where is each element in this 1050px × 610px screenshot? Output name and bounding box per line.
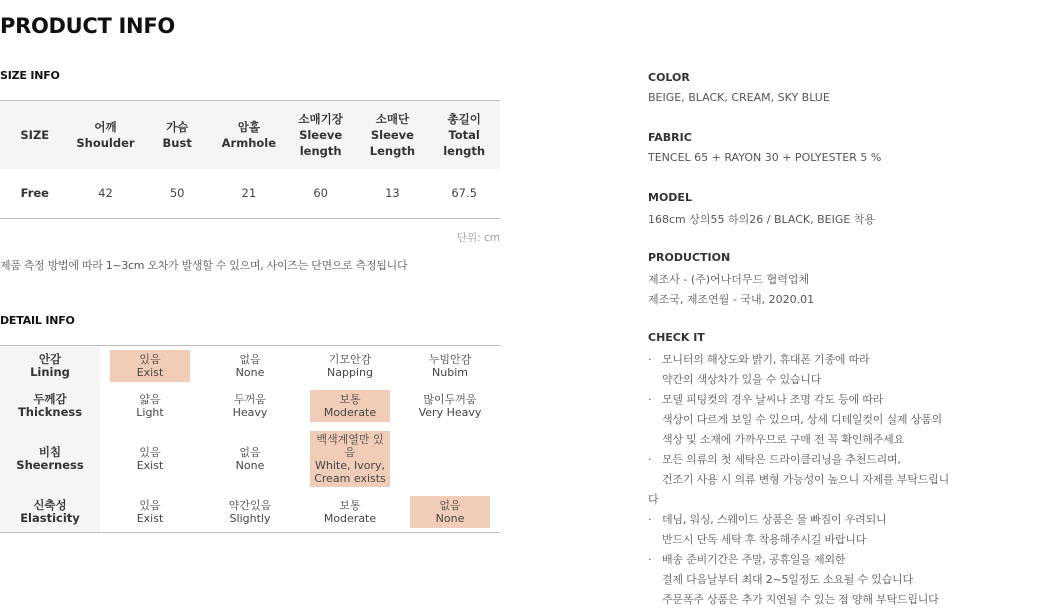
check-line <box>648 370 948 390</box>
fabric-label: FABRIC <box>648 131 692 144</box>
header-size: SIZE <box>20 127 50 142</box>
check-line <box>648 390 948 410</box>
detail-head-sheerness: 비침 Sheerness <box>0 426 100 492</box>
header-bust: 가슴 Bust <box>162 119 192 150</box>
page-title: PRODUCT INFO <box>0 14 175 38</box>
bullet-dot: · <box>648 353 652 366</box>
model-value: 168cm 상의55 하의26 / BLACK, BEIGE 착용 <box>648 213 876 226</box>
detail-row-lining <box>0 346 500 386</box>
sleeve-end-value: 13 <box>385 186 400 201</box>
total-length-value: 67.5 <box>451 186 477 201</box>
check-line-text: 주문폭주 상품은 추가 지연될 수 있는 점 양해 부탁드립니다 <box>662 593 939 606</box>
check-line <box>648 430 948 450</box>
check-list <box>648 350 948 610</box>
color-value: BEIGE, BLACK, CREAM, SKY BLUE <box>648 91 830 104</box>
check-line-text: 모든 의류의 첫 세탁은 드라이클리닝을 추천드리며, <box>662 453 901 466</box>
option-lining-napping: 기모안감 Napping <box>327 353 373 379</box>
detail-info-title: DETAIL INFO <box>0 314 75 327</box>
shoulder-value: 42 <box>98 186 113 201</box>
check-label: CHECK IT <box>648 331 705 344</box>
measurement-note: 제품 측정 방법에 따라 1~3cm 오차가 발생할 수 있으며, 사이즈는 단면으로 측정됩니다 <box>0 259 408 272</box>
header-armhole: 암홀 Armhole <box>221 119 277 150</box>
header-sleeve-end: 소매단 Sleeve Length <box>369 111 416 158</box>
check-line <box>648 490 948 510</box>
sleeve-length-value: 60 <box>313 186 328 201</box>
check-line-text: 모니터의 해상도와 밝기, 휴대폰 기종에 따라 <box>662 353 870 366</box>
size-value: Free <box>20 186 49 201</box>
detail-head-thickness: 두께감 Thickness <box>0 386 100 426</box>
production-label: PRODUCTION <box>648 251 731 264</box>
option-elasticity-slightly: 약간있음 Slightly <box>228 499 272 525</box>
bullet-dot: · <box>648 393 652 406</box>
model-label: MODEL <box>648 191 692 204</box>
check-line <box>648 590 948 610</box>
header-shoulder: 어깨 Shoulder <box>76 119 135 150</box>
bullet-dot: · <box>648 453 652 466</box>
size-table-row <box>0 169 500 219</box>
check-line-text: 약간의 색상차가 있을 수 있습니다 <box>662 373 822 386</box>
option-thickness-light: 얇음 Light <box>136 393 164 419</box>
check-line-text: 배송 준비기간은 주말, 공휴일을 제외한 <box>662 553 846 566</box>
bullet-dot: · <box>648 513 652 526</box>
check-line-text: 모델 피팅컷의 경우 날씨나 조명 각도 등에 따라 <box>662 393 884 406</box>
option-sheerness-empty <box>400 426 500 492</box>
check-line-text: 결제 다음날부터 최대 2~5일정도 소요될 수 있습니다 <box>662 573 913 586</box>
header-sleeve-length: 소매기장 Sleeve length <box>298 111 343 158</box>
detail-row-elasticity <box>0 492 500 532</box>
production-line-1: 제조사 - (주)어나더무드 협력업체 <box>648 273 810 286</box>
detail-head-elasticity: 신축성 Elasticity <box>0 492 100 532</box>
fabric-value: TENCEL 65 + RAYON 30 + POLYESTER 5 % <box>648 151 882 164</box>
detail-table <box>0 345 500 533</box>
option-sheerness-exist: 있음 Exist <box>136 446 164 472</box>
color-label: COLOR <box>648 71 690 84</box>
production-line-2: 제조국, 제조연월 - 국내, 2020.01 <box>648 293 815 306</box>
unit-label: 단위: cm <box>456 232 500 244</box>
check-line <box>648 470 948 490</box>
check-line-text: 색상 및 소재에 가까우므로 구매 전 꼭 확인해주세요 <box>662 433 905 446</box>
bust-value: 50 <box>169 186 185 201</box>
option-thickness-heavy: 두꺼움 Heavy <box>232 393 268 419</box>
check-line <box>648 510 948 530</box>
armhole-value: 21 <box>241 186 257 201</box>
detail-head-lining: 안감 Lining <box>0 346 100 386</box>
bullet-dot: · <box>648 553 652 566</box>
check-line <box>648 450 948 470</box>
check-line <box>648 350 948 370</box>
check-line <box>648 550 948 570</box>
option-sheerness-none: 없음 None <box>235 446 265 472</box>
size-table-header-row <box>0 101 500 169</box>
check-line <box>648 570 948 590</box>
check-line-text: 건조기 사용 시 의류 변형 가능성이 높으니 자제를 부탁드립니 <box>662 473 950 486</box>
option-elasticity-moderate: 보통 Moderate <box>323 499 377 525</box>
detail-row-sheerness <box>0 426 500 492</box>
option-lining-exist: 있음 Exist <box>100 346 200 386</box>
option-thickness-moderate: 보통 Moderate <box>300 386 400 426</box>
check-line-text: 반드시 단독 세탁 후 착용해주시길 바랍니다 <box>662 533 867 546</box>
check-line <box>648 530 948 550</box>
size-table <box>0 100 500 219</box>
option-thickness-very-heavy: 많이두꺼움 Very Heavy <box>418 393 482 419</box>
check-line-text: 색상이 다르게 보일 수 있으며, 상세 디테일컷이 실제 상품의 <box>662 413 942 426</box>
check-line <box>648 410 948 430</box>
size-info-title: SIZE INFO <box>0 69 60 82</box>
option-sheerness-white-only: 백색계열만 있음 White, Ivory, Cream exists <box>300 426 400 492</box>
option-elasticity-exist: 있음 Exist <box>136 499 164 525</box>
detail-row-thickness <box>0 386 500 426</box>
option-lining-nubim: 누빔안감 Nubim <box>428 353 472 379</box>
header-total-length: 총길이 Total length <box>443 111 486 158</box>
check-line-text: 데님, 워싱, 스웨이드 상품은 물 빠짐이 우려되니 <box>662 513 887 526</box>
option-lining-none: 없음 None <box>235 353 265 379</box>
option-elasticity-none: 없음 None <box>400 492 500 532</box>
check-line-text: 다 <box>648 493 659 506</box>
